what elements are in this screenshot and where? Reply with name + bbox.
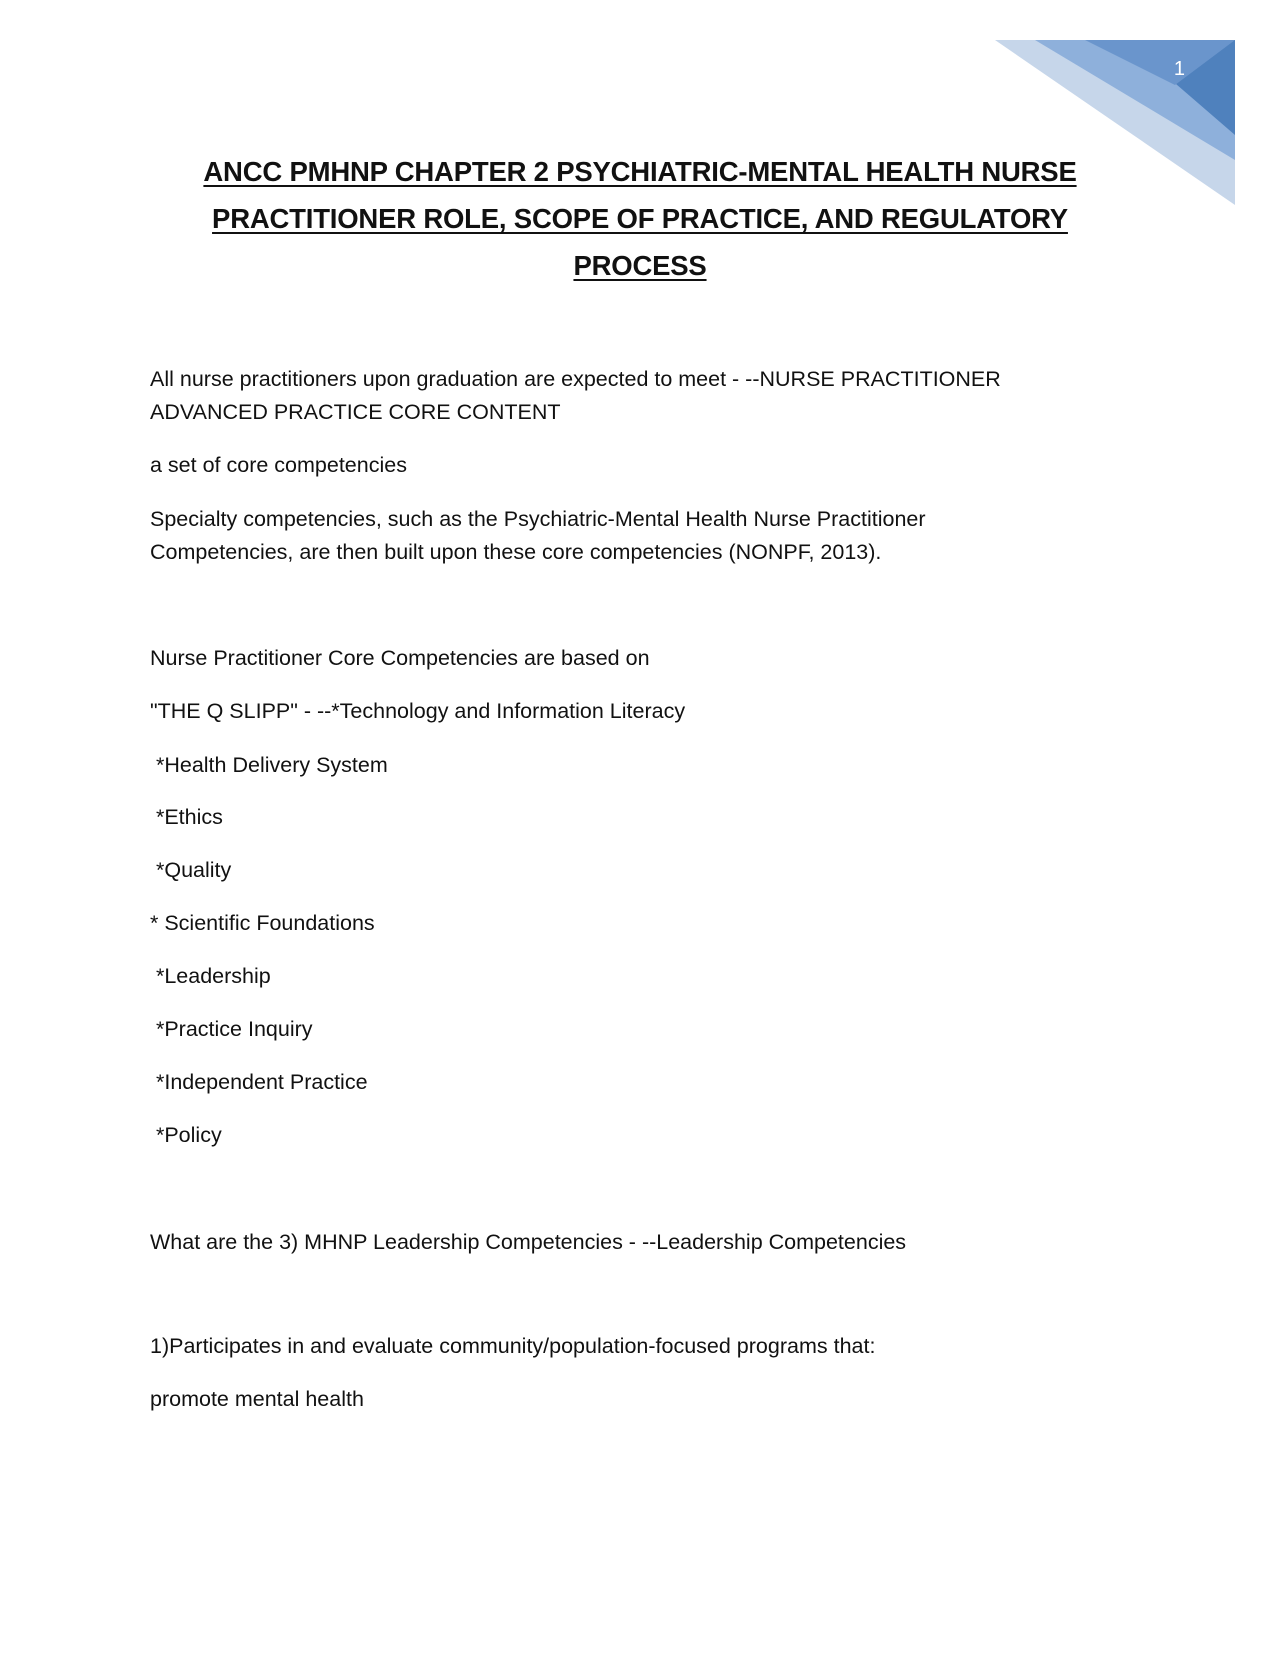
list-item-ethics: *Ethics: [150, 805, 223, 829]
paragraph-specialty-line-1: Specialty competencies, such as the Psychiatric-Mental Health Nurse Practitioner: [150, 507, 926, 531]
paragraph-participates: 1)Participates in and evaluate community/population-focused programs that:: [150, 1334, 876, 1358]
list-item-health-delivery: *Health Delivery System: [150, 753, 388, 777]
document-title: [150, 148, 1130, 289]
list-item-independent-practice: *Independent Practice: [150, 1070, 368, 1094]
paragraph-intro-line-1: All nurse practitioners upon graduation are expected to meet - --NURSE PRACTITIONER: [150, 367, 1001, 391]
list-item-q-slipp: "THE Q SLIPP" - --*Technology and Information Literacy: [150, 699, 686, 723]
title-line-2: PRACTITIONER ROLE, SCOPE OF PRACTICE, AND REGULATORY: [212, 203, 1068, 234]
paragraph-promote-mental-health: promote mental health: [150, 1387, 364, 1411]
title-line-1: ANCC PMHNP CHAPTER 2 PSYCHIATRIC-MENTAL HEALTH NURSE: [203, 156, 1077, 187]
title-line-3: PROCESS: [573, 250, 707, 281]
paragraph-core-competencies: a set of core competencies: [150, 453, 407, 477]
paragraph-specialty-line-2: Competencies, are then built upon these core competencies (NONPF, 2013).: [150, 540, 882, 564]
list-item-practice-inquiry: *Practice Inquiry: [150, 1017, 313, 1041]
list-item-quality: *Quality: [150, 858, 232, 882]
paragraph-leadership-question: What are the 3) MHNP Leadership Competencies - --Leadership Competencies: [150, 1230, 907, 1254]
page-number: 1: [1173, 58, 1185, 80]
list-item-scientific-foundations: * Scientific Foundations: [150, 911, 375, 935]
paragraph-based-on: Nurse Practitioner Core Competencies are based on: [150, 646, 650, 670]
paragraph-intro-line-2: ADVANCED PRACTICE CORE CONTENT: [150, 400, 561, 424]
list-item-leadership: *Leadership: [150, 964, 271, 988]
list-item-policy: *Policy: [150, 1123, 222, 1147]
